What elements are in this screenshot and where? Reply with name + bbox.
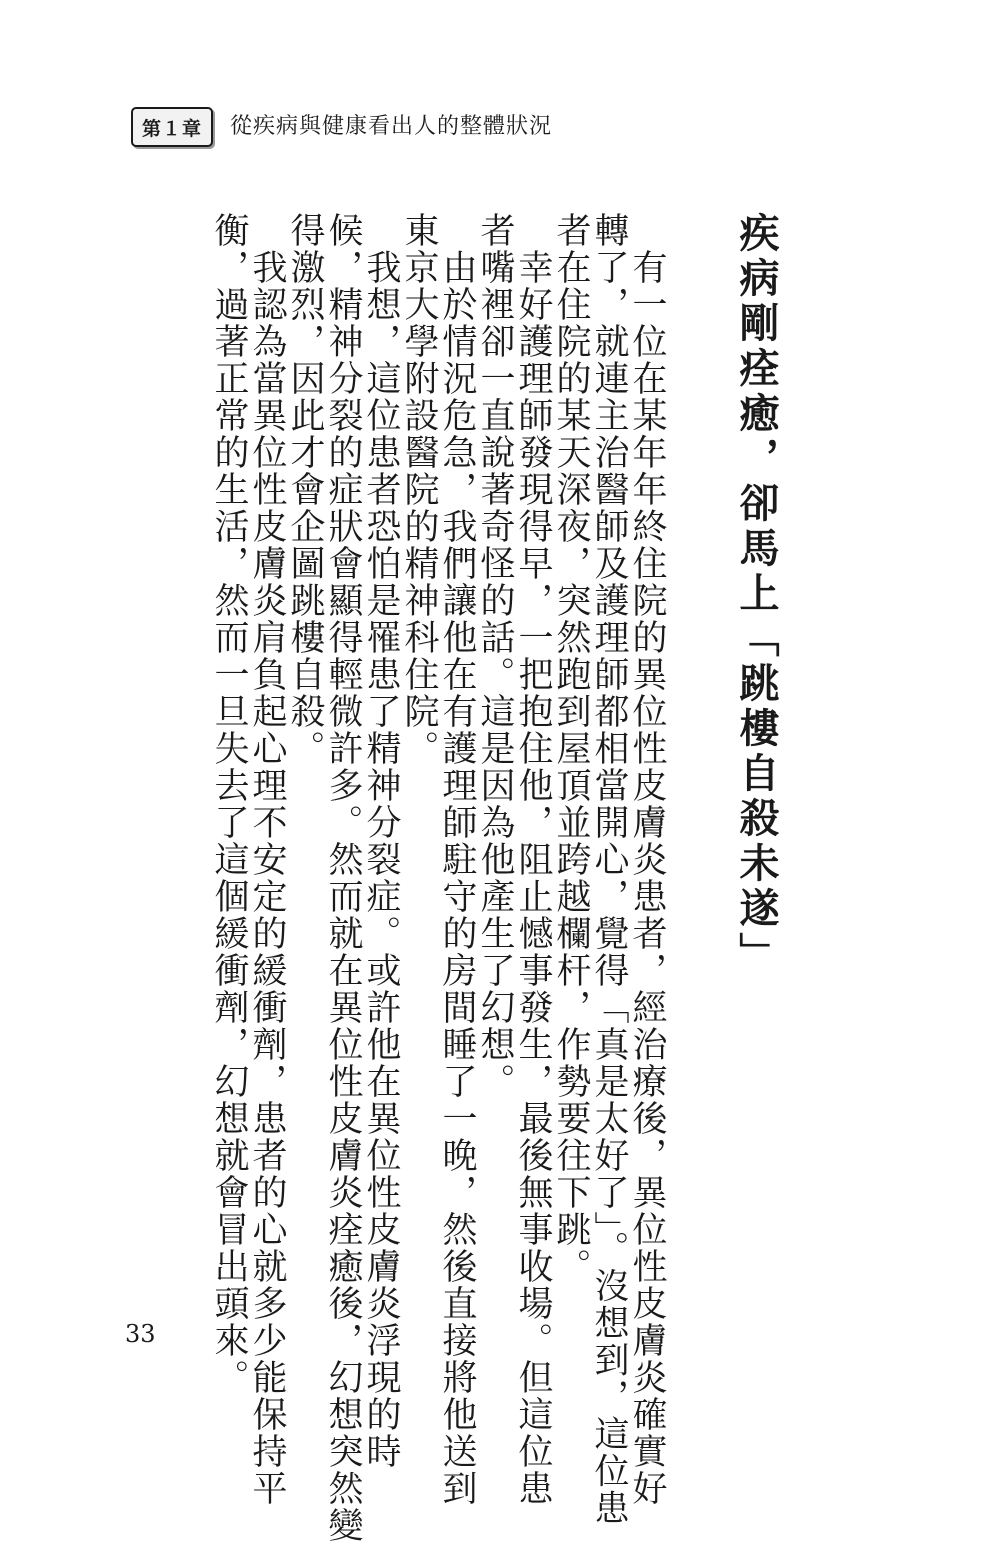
body-column-3: 者在住院的某天深夜，突然跑到屋頂並跨越欄杆，作勢要往下跳。: [551, 212, 591, 1285]
chapter-title: 從疾病與健康看出人的整體狀況: [230, 114, 553, 139]
body-column-1: 有一位在某年年終住院的異位性皮膚炎患者，經治療後，異位性皮膚炎確實好: [627, 212, 667, 1507]
body-column-11: 我認為當異位性皮膚炎肩負起心理不安定的緩衝劑，患者的心就多少能保持平: [247, 212, 287, 1507]
body-column-7: 東京大學附設醫院的精神科住院。: [399, 212, 439, 767]
body-column-2: 轉了，就連主治醫師及護理師都相當開心，覺得「真是太好了」。沒想到，這位患: [589, 212, 629, 1527]
body-column-8: 我想，這位患者恐怕是罹患了精神分裂症。或許他在異位性皮膚炎浮現的時: [361, 212, 401, 1470]
body-column-12: 衡，過著正常的生活，然而一旦失去了這個緩衝劑，幻想就會冒出頭來。: [209, 212, 249, 1396]
body-column-5: 者嘴裡卻一直說著奇怪的話。這是因為他產生了幻想。: [475, 212, 515, 1100]
body-column-4: 幸好護理師發現得早，一把抱住他，阻止憾事發生，最後無事收場。但這位患: [513, 212, 553, 1507]
body-column-6: 由於情況危急，我們讓他在有護理師駐守的房間睡了一晚，然後直接將他送到: [437, 212, 477, 1507]
section-title: 疾病剛痊癒，卻馬上「跳樓自殺未遂」: [733, 212, 779, 977]
page-number: 33: [125, 1320, 156, 1348]
body-column-10: 得激烈，因此才會企圖跳樓自殺。: [285, 212, 325, 767]
body-column-9: 候，精神分裂的症狀會顯得輕微許多。然而就在異位性皮膚炎痊癒後，幻想突然變: [323, 212, 363, 1544]
chapter-badge: 第１章: [131, 107, 213, 147]
